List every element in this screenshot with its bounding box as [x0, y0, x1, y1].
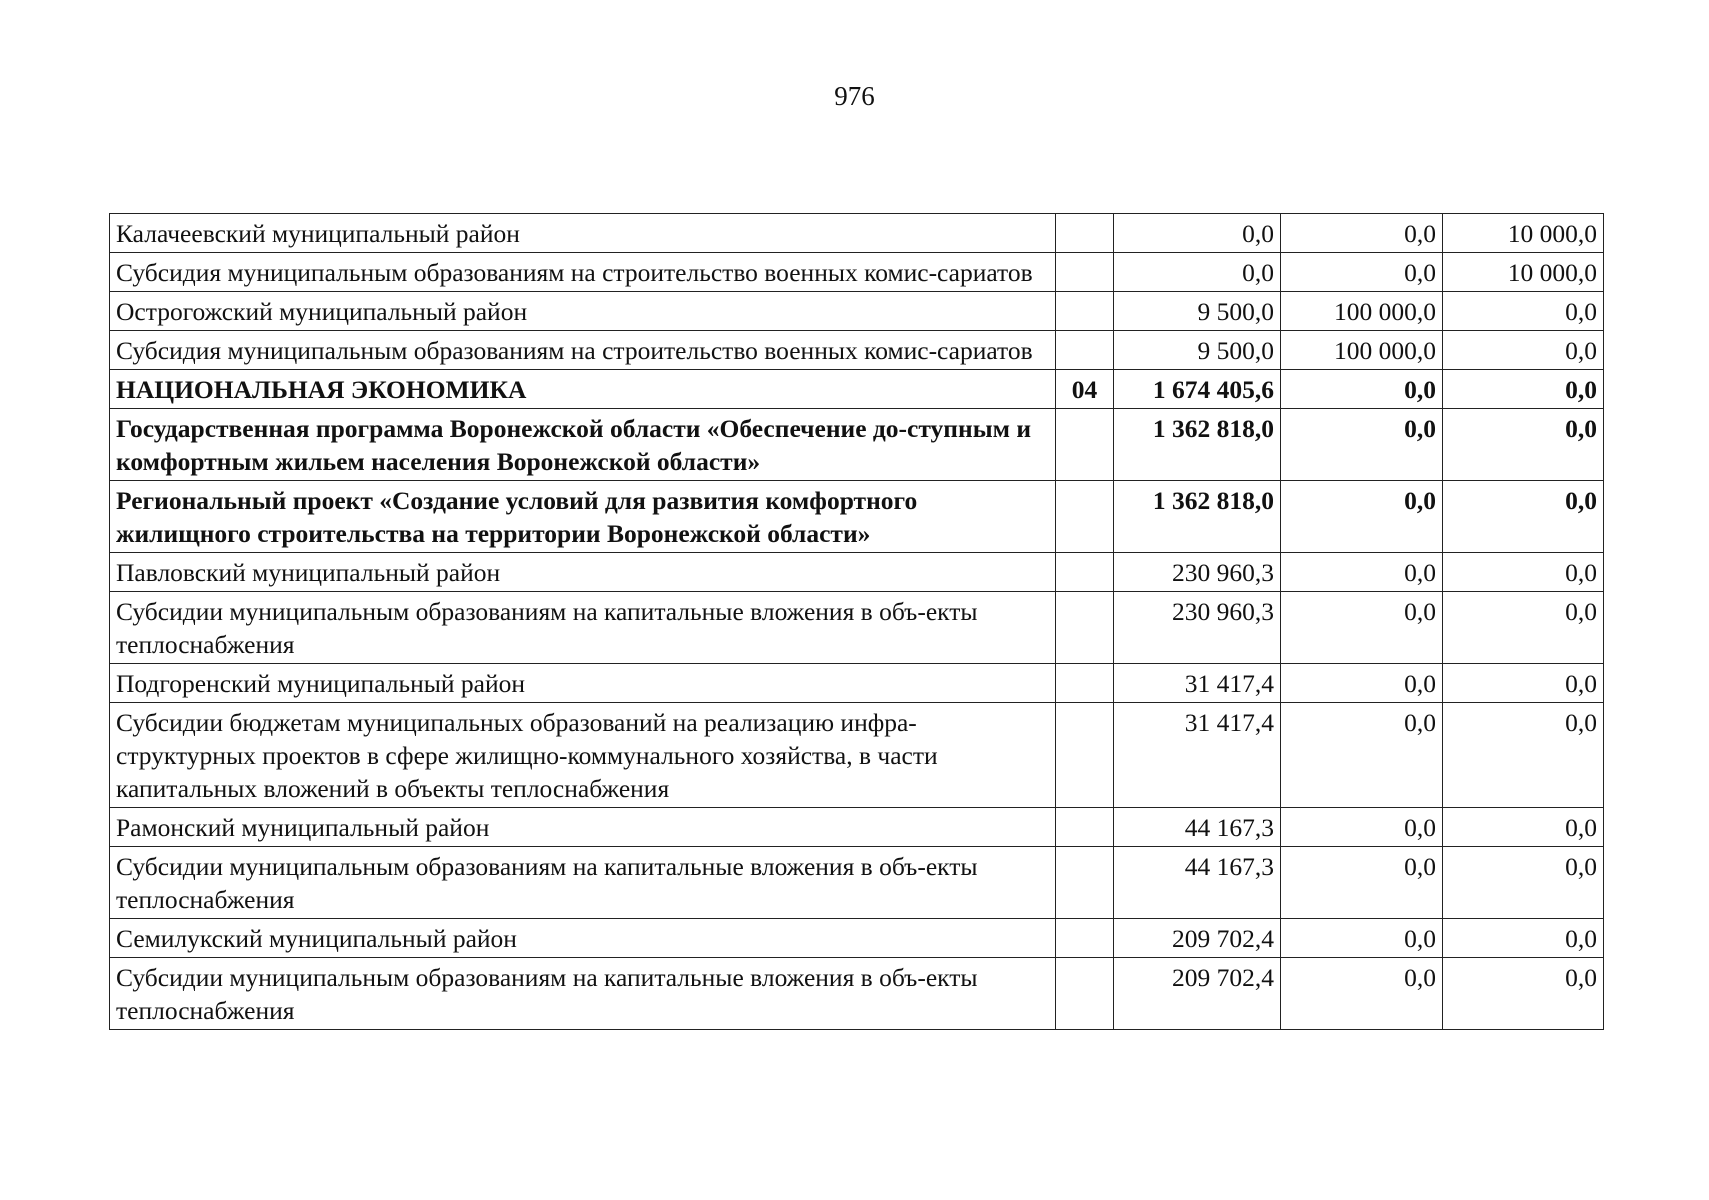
row-label: Субсидии муниципальным образованиям на капитальные вложения в объ-екты теплоснабжения	[110, 592, 1056, 664]
amount-year-1: 230 960,3	[1114, 553, 1281, 592]
table-row	[110, 253, 1604, 292]
row-label: Субсидия муниципальным образованиям на строительство военных комис-сариатов	[110, 253, 1056, 292]
section-code	[1056, 292, 1114, 331]
amount-year-3: 0,0	[1443, 808, 1604, 847]
row-label: Калачеевский муниципальный район	[110, 214, 1056, 253]
amount-year-3: 0,0	[1443, 664, 1604, 703]
table-row	[110, 958, 1604, 1030]
table-row	[110, 919, 1604, 958]
row-label: Семилукский муниципальный район	[110, 919, 1056, 958]
table-row	[110, 553, 1604, 592]
amount-year-1: 31 417,4	[1114, 703, 1281, 808]
amount-year-1: 1 674 405,6	[1114, 370, 1281, 409]
section-code	[1056, 847, 1114, 919]
amount-year-3: 0,0	[1443, 292, 1604, 331]
table-row	[110, 592, 1604, 664]
amount-year-2: 0,0	[1281, 847, 1443, 919]
budget-table	[109, 213, 1604, 1030]
amount-year-2: 0,0	[1281, 919, 1443, 958]
amount-year-2: 0,0	[1281, 664, 1443, 703]
amount-year-3: 0,0	[1443, 481, 1604, 553]
amount-year-2: 0,0	[1281, 253, 1443, 292]
table-row	[110, 409, 1604, 481]
row-label: Острогожский муниципальный район	[110, 292, 1056, 331]
table-row	[110, 664, 1604, 703]
row-label: Рамонский муниципальный район	[110, 808, 1056, 847]
section-code	[1056, 331, 1114, 370]
table-row	[110, 331, 1604, 370]
amount-year-1: 1 362 818,0	[1114, 481, 1281, 553]
amount-year-1: 31 417,4	[1114, 664, 1281, 703]
row-label: Подгоренский муниципальный район	[110, 664, 1056, 703]
section-code	[1056, 703, 1114, 808]
amount-year-1: 44 167,3	[1114, 808, 1281, 847]
section-code	[1056, 919, 1114, 958]
table-row	[110, 214, 1604, 253]
section-code	[1056, 481, 1114, 553]
amount-year-2: 0,0	[1281, 958, 1443, 1030]
amount-year-3: 0,0	[1443, 331, 1604, 370]
row-label: Субсидии муниципальным образованиям на капитальные вложения в объ-екты теплоснабжения	[110, 847, 1056, 919]
amount-year-2: 0,0	[1281, 808, 1443, 847]
section-code	[1056, 253, 1114, 292]
amount-year-1: 44 167,3	[1114, 847, 1281, 919]
amount-year-3: 0,0	[1443, 370, 1604, 409]
section-code	[1056, 553, 1114, 592]
table-row	[110, 292, 1604, 331]
section-code	[1056, 664, 1114, 703]
amount-year-2: 0,0	[1281, 370, 1443, 409]
amount-year-2: 0,0	[1281, 703, 1443, 808]
table-row	[110, 703, 1604, 808]
amount-year-2: 0,0	[1281, 481, 1443, 553]
table-row	[110, 481, 1604, 553]
table-row	[110, 808, 1604, 847]
amount-year-1: 9 500,0	[1114, 292, 1281, 331]
row-label: Павловский муниципальный район	[110, 553, 1056, 592]
amount-year-1: 1 362 818,0	[1114, 409, 1281, 481]
section-code	[1056, 592, 1114, 664]
row-label: Субсидии бюджетам муниципальных образований на реализацию инфра-структурных проектов в сфере жилищно-коммунального хозяйства, в части капитальных вложений в объекты теплоснабжения	[110, 703, 1056, 808]
row-label: Региональный проект «Создание условий для развития комфортного жилищного строительства на территории Воронежской области»	[110, 481, 1056, 553]
section-code	[1056, 409, 1114, 481]
table-body	[110, 214, 1604, 1030]
amount-year-1: 0,0	[1114, 253, 1281, 292]
amount-year-3: 0,0	[1443, 847, 1604, 919]
amount-year-3: 0,0	[1443, 919, 1604, 958]
section-code	[1056, 214, 1114, 253]
amount-year-2: 100 000,0	[1281, 292, 1443, 331]
amount-year-3: 10 000,0	[1443, 214, 1604, 253]
row-label: Субсидия муниципальным образованиям на строительство военных комис-сариатов	[110, 331, 1056, 370]
table-row	[110, 370, 1604, 409]
amount-year-1: 9 500,0	[1114, 331, 1281, 370]
table-row	[110, 847, 1604, 919]
amount-year-3: 0,0	[1443, 409, 1604, 481]
page-number: 976	[834, 81, 875, 111]
amount-year-2: 0,0	[1281, 592, 1443, 664]
amount-year-1: 209 702,4	[1114, 958, 1281, 1030]
row-label: Государственная программа Воронежской области «Обеспечение до-ступным и комфортным жильем населения Воронежской области»	[110, 409, 1056, 481]
amount-year-3: 0,0	[1443, 592, 1604, 664]
amount-year-2: 0,0	[1281, 553, 1443, 592]
amount-year-2: 0,0	[1281, 214, 1443, 253]
amount-year-3: 0,0	[1443, 553, 1604, 592]
amount-year-1: 230 960,3	[1114, 592, 1281, 664]
amount-year-2: 0,0	[1281, 409, 1443, 481]
amount-year-3: 0,0	[1443, 703, 1604, 808]
section-code: 04	[1056, 370, 1114, 409]
row-label: Субсидии муниципальным образованиям на капитальные вложения в объ-екты теплоснабжения	[110, 958, 1056, 1030]
amount-year-1: 209 702,4	[1114, 919, 1281, 958]
amount-year-3: 10 000,0	[1443, 253, 1604, 292]
section-code	[1056, 958, 1114, 1030]
amount-year-2: 100 000,0	[1281, 331, 1443, 370]
amount-year-1: 0,0	[1114, 214, 1281, 253]
section-code	[1056, 808, 1114, 847]
row-label: НАЦИОНАЛЬНАЯ ЭКОНОМИКА	[110, 370, 1056, 409]
amount-year-3: 0,0	[1443, 958, 1604, 1030]
